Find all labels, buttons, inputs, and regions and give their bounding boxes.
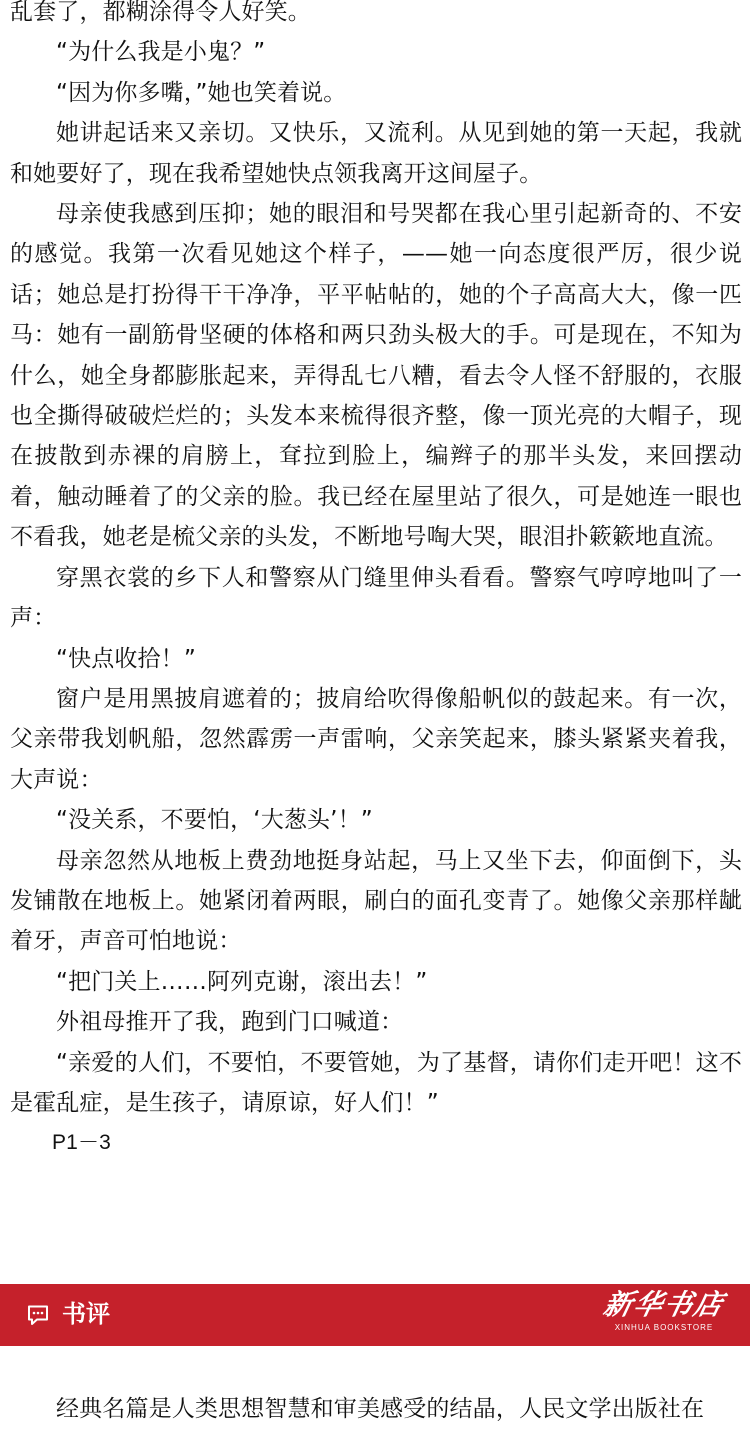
comment-icon — [26, 1303, 50, 1327]
review-paragraph: 经典名篇是人类思想智慧和审美感受的结晶，人民文学出版社在 — [56, 1396, 705, 1422]
book-excerpt — [10, 0, 742, 1164]
xinhua-bookstore-logo — [600, 1288, 728, 1342]
excerpt-dialogue: “把门关上……阿列克谢，滚出去！” — [56, 968, 428, 995]
logo-chinese-text: 新华书店 — [600, 1288, 728, 1321]
page-reference: P1－3 — [52, 1131, 111, 1155]
excerpt-paragraph: 穿黑衣裳的乡下人和警察从门缝里伸头看看。警察气哼哼地叫了一声： — [10, 564, 742, 632]
excerpt-paragraph: 她讲起话来又亲切。又快乐，又流利。从见到她的第一天起，我就和她要好了，现在我希望她快点领我离开这间屋子。 — [10, 120, 742, 187]
excerpt-paragraph-continued: 乱套了，都糊涂得令人好笑。 — [10, 0, 311, 25]
logo-english-text: XINHUA BOOKSTORE — [614, 1323, 714, 1332]
book-review-header — [0, 1284, 750, 1346]
book-review — [10, 1389, 742, 1429]
excerpt-paragraph: 窗户是用黑披肩遮着的；披肩给吹得像船帆似的鼓起来。有一次，父亲带我划帆船，忽然霹雳一声雷响，父亲笑起来，膝头紧紧夹着我，大声说： — [10, 685, 742, 793]
excerpt-paragraph: 外祖母推开了我，跑到门口喊道： — [56, 1009, 404, 1036]
excerpt-dialogue: “没关系，不要怕，‘大葱头’！” — [56, 807, 373, 834]
excerpt-paragraph: 母亲使我感到压抑；她的眼泪和号哭都在我心里引起新奇的、不安的感觉。我第一次看见她这个样子，——她一向态度很严厉，很少说话；她总是打扮得干干净净，平平帖帖的，她的个子高高大大，像一匹马：她有一副筋骨坚硬的体格和两只劲头极大的手。可是现在，不知为什么，她全身都膨胀起来，弄得乱七八糟，看去令人怪不舒服的，衣服也全撕得破破烂烂的；头发本来梳得很齐整，像一顶光亮的大帽子，现在披散到赤裸的肩膀上，耷拉到脸上，编辫子的那半头发，来回摆动着，触动睡着了的父亲的脸。我已经在屋里站了很久，可是她连一眼也不看我，她老是梳父亲的头发，不断地号啕大哭，眼泪扑簌簌地直流。 — [10, 201, 742, 551]
excerpt-dialogue: “因为你多嘴，”她也笑着说。 — [56, 79, 347, 106]
excerpt-dialogue: “亲爱的人们，不要怕，不要管她，为了基督，请你们走开吧！这不是霍乱症，是生孩子，请原谅，好人们！” — [10, 1049, 742, 1116]
section-title: 书评 — [62, 1300, 110, 1328]
excerpt-dialogue: “为什么我是小鬼？” — [56, 39, 266, 66]
excerpt-paragraph: 母亲忽然从地板上费劲地挺身站起，马上又坐下去，仰面倒下，头发铺散在地板上。她紧闭着两眼，刷白的面孔变青了。她像父亲那样龇着牙，声音可怕地说： — [10, 847, 742, 955]
excerpt-dialogue: “快点收拾！” — [56, 645, 196, 672]
